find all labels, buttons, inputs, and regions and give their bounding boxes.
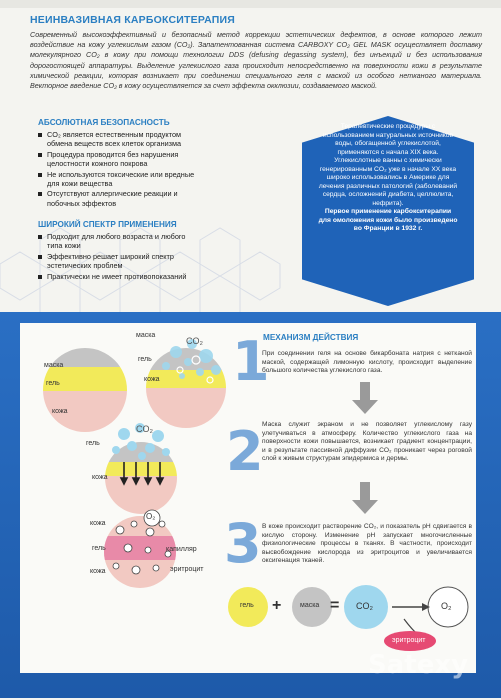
label-gel: гель: [92, 545, 106, 552]
label-capillary: капилляр: [166, 546, 197, 553]
label-gel: гель: [86, 440, 100, 447]
label-co2: CO₂: [186, 336, 203, 346]
label-skin: кожа: [52, 408, 68, 415]
watermark-logo: Satexy: [368, 650, 469, 680]
eq-plus: +: [272, 597, 282, 614]
top-band: [0, 0, 501, 8]
step-number-2: 2: [226, 420, 264, 483]
label-skin: кожа: [90, 568, 106, 575]
label-co2: CO₂: [136, 424, 153, 434]
label-gel: гель: [46, 380, 60, 387]
list-item: Отсутствуют аллергические реакции и побочных эффектов: [38, 189, 196, 208]
label-gel: гель: [138, 356, 152, 363]
list-item: CO₂ является естественным продуктом обмена веществ всех клеток организма: [38, 130, 196, 149]
eq-o2: O₂: [441, 601, 452, 611]
step-number-1: 1: [232, 330, 270, 393]
eq-mask: маска: [300, 602, 320, 609]
label-skin: кожа: [92, 474, 108, 481]
safety-list: [38, 130, 196, 209]
step1-text: При соединении геля на основе бикарбоната натрия с нетканой маской, содержащей лимонную кислоту, происходит выделение большого количества углекислого газа.: [262, 350, 472, 375]
list-item: Процедура проводится без нарушения целостности кожного покрова: [38, 150, 196, 169]
history-paragraph: Терапевтические процедуры с использованием натуральных источников воды, обогащенной углекислотой, применяются с начала XIX века. Углекислотные ванны с химически генерированным CO₂ уже в начале XX века широко использовались в Америке для лечения различных патологий (заболеваний сердца, осложнений диабета, целлюлита, нефрита).: [318, 123, 458, 207]
list-item: Не используются токсические или вредные для кожи вещества: [38, 170, 196, 189]
step-number-3: 3: [224, 512, 262, 575]
list-item: Эффективно решает широкий спектр эстетических проблем: [38, 252, 196, 271]
eq-gel: гель: [240, 602, 254, 609]
step2-text: Маска служит экраном и не позволяет углекислому газу улетучиваться в атмосферу. Количество углекислого газа на поверхности кожи повышается, возникает градиент концентрации, и в результате пассивной диффузии CO₂ проникает через роговой слой к живым структурам эпидермиса и дермы.: [262, 421, 472, 463]
spectrum-list: [38, 232, 196, 282]
label-mask: маска: [44, 362, 64, 369]
page-title: НЕИНВАЗИВНАЯ КАРБОКСИТЕРАПИЯ: [30, 14, 235, 26]
intro-paragraph: Современный высокоэффективный и безопасный метод коррекции эстетических дефектов, в основе которого лежит воздействие на кожу углекислым газом (CO₂). Запатентованная система CARBOXY CO₂ GEL MASK осуществляет доставку молекулярного CO₂ в кожу при помощи технологии DDS (defusing degassing system), без инъекций и без использования дорогостоящей аппаратуры. Выделение углекислого газа происходит непосредственно на поверхности кожи в результате химической реакции, которая возникает при соединении специального геля с маской из особого нетканого материала. Векторное введение CO₂ в кожу осуществляется за счет эффекта окклюзии, создаваемого маской.: [30, 30, 482, 91]
label-mask: маска: [136, 332, 156, 339]
eq-equals: =: [330, 597, 340, 614]
eq-co2: CO₂: [356, 601, 373, 611]
list-item: Подходит для любого возраста и любого типа кожи: [38, 232, 196, 251]
mechanism-title: МЕХАНИЗМ ДЕЙСТВИЯ: [263, 333, 359, 342]
arrow-down-icon: [352, 382, 378, 414]
label-skin: кожа: [90, 520, 106, 527]
list-item: Практически не имеет противопоказаний: [38, 272, 196, 281]
label-erythrocyte: эритроцит: [170, 566, 204, 573]
step3-text: В коже происходит растворение CO₂, и показатель pH сдвигается в кислую сторону. Изменение pH запускает многочисленные физиологические процессы в тканях. В частности, происходит высвобождение кислорода из эритроцитов и увеличивается оксигенация тканей.: [262, 523, 472, 565]
safety-title: АБСОЛЮТНАЯ БЕЗОПАСНОСТЬ: [38, 118, 170, 127]
history-text: [318, 123, 458, 234]
label-skin: кожа: [144, 376, 160, 383]
history-highlight: Первое применение карбокситерапии для омоложения кожи было произведено во Франции в 1932 г.: [318, 208, 458, 232]
arrow-down-icon: [352, 482, 378, 514]
spectrum-title: ШИРОКИЙ СПЕКТР ПРИМЕНЕНИЯ: [38, 220, 177, 229]
label-o2: O₂: [146, 512, 156, 521]
step2-illustration: [86, 420, 196, 520]
eq-erythrocyte: эритроцит: [392, 637, 426, 644]
